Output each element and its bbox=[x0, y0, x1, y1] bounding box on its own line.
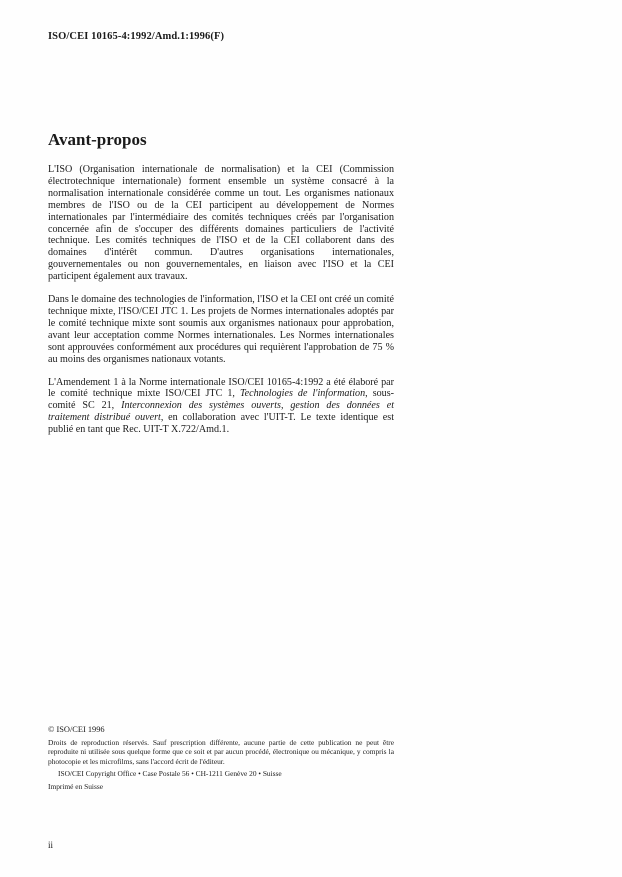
copyright-block bbox=[48, 725, 394, 792]
copyright-office: ISO/CEI Copyright Office • Case Postale 56 • CH-1211 Genève 20 • Suisse bbox=[58, 769, 282, 779]
paragraph-3-italic-2: Interconnexion des systèmes ouverts, gestion des données et traitement distribué ouvert bbox=[48, 400, 394, 424]
paragraph-1: L'ISO (Organisation internationale de normalisation) et la CEI (Commission électrotechnique internationale) forment ensemble un système consacré à la normalisation internationale considérée comme un tout. Les organismes nationaux membres de l'ISO ou de la CEI participent au développement de Normes internationales par l'intermédiaire des comités techniques créés par l'organisation concernée afin de s'occuper des différents domaines particuliers de l'activité technique. Les comités techniques de l'ISO et de la CEI collaborent dans des domaines d'intérêt commun. D'autres organisations internationales, gouvernementales ou non gouvernementales, en liaison avec l'ISO et la CEI participent également aux travaux. bbox=[48, 164, 394, 283]
page-number: ii bbox=[48, 840, 54, 850]
page-title: Avant-propos bbox=[48, 130, 147, 149]
paragraph-3-italic-1: Technologies de l'information bbox=[239, 388, 366, 400]
foreword-body bbox=[48, 164, 394, 447]
paragraph-2: Dans le domaine des technologies de l'information, l'ISO et la CEI ont créé un comité technique mixte, l'ISO/CEI JTC 1. Les projets de Normes internationales adoptés par le comité technique mixte sont soumis aux organismes nationaux pour approbation, avant leur acceptation comme Normes internationales. Les Normes internationales sont approuvées conformément aux procédures qui requièrent l'approbation de 75 % au moins des organismes nationaux votants. bbox=[48, 294, 394, 365]
paragraph-3 bbox=[48, 377, 394, 437]
paragraph-3-part-2: , sous-comité SC 21, bbox=[48, 388, 394, 412]
document-reference: ISO/CEI 10165-4:1992/Amd.1:1996(F) bbox=[48, 31, 225, 42]
paragraph-3-part-3: , en collaboration avec l'UIT-T. Le texte identique est publié en tant que Rec. UIT-T X.722/Amd.1. bbox=[48, 412, 395, 436]
printed-in: Imprimé en Suisse bbox=[48, 781, 104, 791]
paragraph-3-part-1: L'Amendement 1 à la Norme internationale ISO/CEI 10165-4:1992 a été élaboré par le comité technique mixte ISO/CEI JTC 1, bbox=[48, 376, 394, 400]
copyright-notice: © ISO/CEI 1996 bbox=[48, 725, 105, 734]
copyright-rights: Droits de reproduction réservés. Sauf prescription différente, aucune partie de cette publication ne peut être reproduite ni utilisée sous quelque forme que ce soit et par aucun procédé, électronique ou mécanique, y compris la photocopie et les microfilms, sans l'accord écrit de l'éditeur. bbox=[48, 737, 394, 766]
